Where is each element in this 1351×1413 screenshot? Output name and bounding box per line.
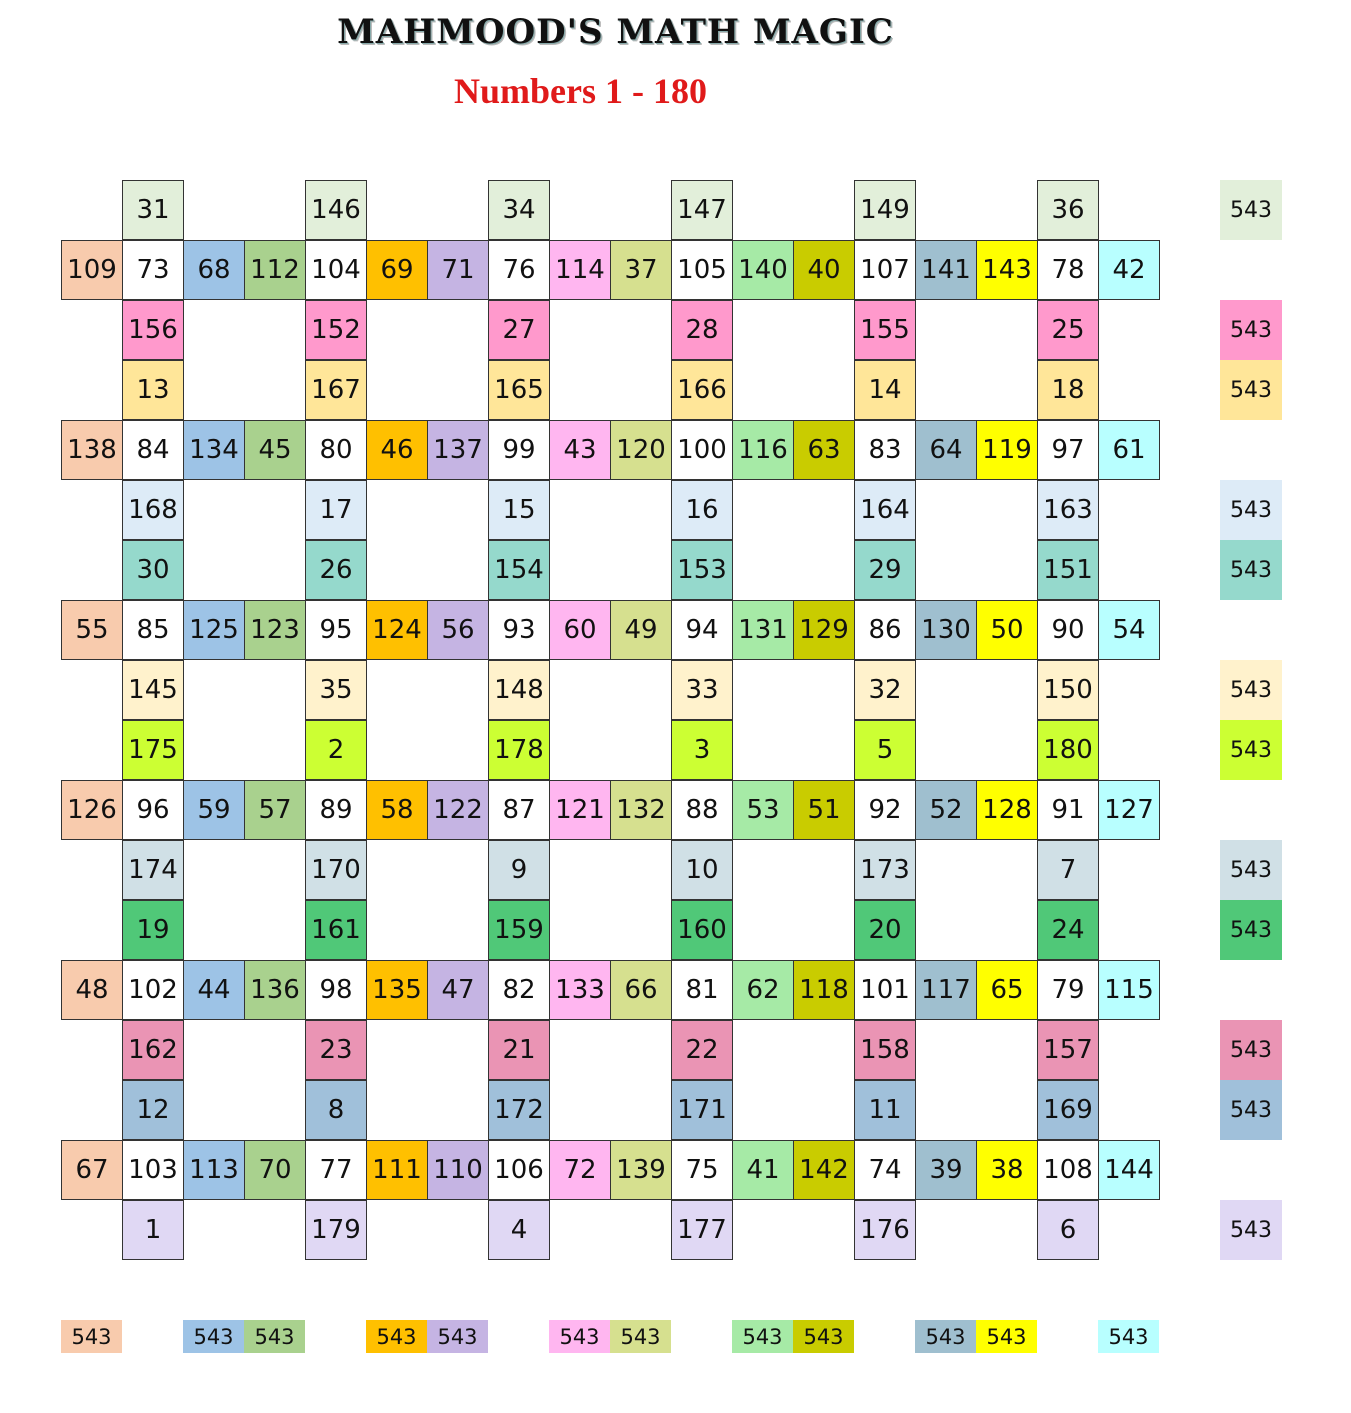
grid-cell: 178 (488, 720, 550, 780)
grid-cell: 117 (915, 960, 977, 1020)
grid-cell: 146 (305, 180, 367, 240)
grid-cell: 5 (854, 720, 916, 780)
grid-cell: 89 (305, 780, 367, 840)
grid-cell: 154 (488, 540, 550, 600)
grid-cell: 59 (183, 780, 245, 840)
grid-cell: 86 (854, 600, 916, 660)
grid-cell: 74 (854, 1140, 916, 1200)
grid-cell: 81 (671, 960, 733, 1020)
row-sum-swatch: 543 (1220, 180, 1282, 240)
grid-cell: 112 (244, 240, 306, 300)
grid-cell: 69 (366, 240, 428, 300)
grid-cell: 36 (1037, 180, 1099, 240)
grid-cell: 129 (793, 600, 855, 660)
grid-cell: 170 (305, 840, 367, 900)
grid-cell: 137 (427, 420, 489, 480)
grid-cell: 72 (549, 1140, 611, 1200)
grid-cell: 8 (305, 1080, 367, 1140)
grid-cell: 61 (1098, 420, 1160, 480)
grid-cell: 140 (732, 240, 794, 300)
grid-cell: 111 (366, 1140, 428, 1200)
grid-cell: 29 (854, 540, 916, 600)
grid-cell: 64 (915, 420, 977, 480)
grid-cell: 85 (122, 600, 184, 660)
grid-cell: 101 (854, 960, 916, 1020)
column-sum-swatch: 543 (183, 1320, 244, 1353)
grid-cell: 37 (610, 240, 672, 300)
grid-cell: 44 (183, 960, 245, 1020)
grid-cell: 50 (976, 600, 1038, 660)
grid-cell: 49 (610, 600, 672, 660)
grid-cell: 6 (1037, 1200, 1099, 1260)
grid-cell: 76 (488, 240, 550, 300)
grid-cell: 31 (122, 180, 184, 240)
grid-cell: 125 (183, 600, 245, 660)
grid-cell: 17 (305, 480, 367, 540)
row-sum-swatch: 543 (1220, 1020, 1282, 1080)
grid-cell: 34 (488, 180, 550, 240)
grid-cell: 9 (488, 840, 550, 900)
grid-cell: 155 (854, 300, 916, 360)
column-sum-swatch: 543 (976, 1320, 1037, 1353)
grid-cell: 30 (122, 540, 184, 600)
grid-cell: 2 (305, 720, 367, 780)
grid-cell: 151 (1037, 540, 1099, 600)
grid-cell: 87 (488, 780, 550, 840)
grid-cell: 39 (915, 1140, 977, 1200)
column-sum-swatch: 543 (244, 1320, 305, 1353)
grid-cell: 134 (183, 420, 245, 480)
grid-cell: 114 (549, 240, 611, 300)
grid-cell: 120 (610, 420, 672, 480)
grid-cell: 46 (366, 420, 428, 480)
column-sum-swatch: 543 (1098, 1320, 1159, 1353)
grid-cell: 164 (854, 480, 916, 540)
grid-cell: 118 (793, 960, 855, 1020)
grid-cell: 102 (122, 960, 184, 1020)
grid-cell: 84 (122, 420, 184, 480)
column-sum-swatch: 543 (793, 1320, 854, 1353)
grid-cell: 33 (671, 660, 733, 720)
grid-cell: 105 (671, 240, 733, 300)
column-sum-swatch: 543 (61, 1320, 122, 1353)
column-sum-swatch: 543 (610, 1320, 671, 1353)
grid-cell: 45 (244, 420, 306, 480)
grid-cell: 160 (671, 900, 733, 960)
grid-cell: 121 (549, 780, 611, 840)
page-subtitle: Numbers 1 - 180 (454, 71, 707, 111)
page-title: MAHMOOD'S MATH MAGIC (337, 12, 894, 52)
grid-cell: 25 (1037, 300, 1099, 360)
grid-cell: 124 (366, 600, 428, 660)
grid-cell: 156 (122, 300, 184, 360)
column-sum-swatch: 543 (732, 1320, 793, 1353)
grid-cell: 66 (610, 960, 672, 1020)
grid-cell: 144 (1098, 1140, 1160, 1200)
row-sum-swatch: 543 (1220, 300, 1282, 360)
grid-cell: 60 (549, 600, 611, 660)
grid-cell: 97 (1037, 420, 1099, 480)
row-sum-swatch: 543 (1220, 360, 1282, 420)
grid-cell: 103 (122, 1140, 184, 1200)
grid-cell: 7 (1037, 840, 1099, 900)
grid-cell: 83 (854, 420, 916, 480)
grid-cell: 139 (610, 1140, 672, 1200)
grid-cell: 152 (305, 300, 367, 360)
row-sum-swatch: 543 (1220, 660, 1282, 720)
grid-cell: 143 (976, 240, 1038, 300)
row-sum-swatch: 543 (1220, 720, 1282, 780)
grid-cell: 91 (1037, 780, 1099, 840)
grid-cell: 58 (366, 780, 428, 840)
grid-cell: 107 (854, 240, 916, 300)
grid-cell: 122 (427, 780, 489, 840)
row-sum-swatch: 543 (1220, 480, 1282, 540)
grid-cell: 24 (1037, 900, 1099, 960)
grid-cell: 12 (122, 1080, 184, 1140)
grid-cell: 173 (854, 840, 916, 900)
grid-cell: 158 (854, 1020, 916, 1080)
grid-cell: 132 (610, 780, 672, 840)
grid-cell: 35 (305, 660, 367, 720)
row-sum-swatch: 543 (1220, 1080, 1282, 1140)
grid-cell: 141 (915, 240, 977, 300)
grid-cell: 65 (976, 960, 1038, 1020)
grid-cell: 174 (122, 840, 184, 900)
grid-cell: 43 (549, 420, 611, 480)
grid-cell: 68 (183, 240, 245, 300)
grid-cell: 1 (122, 1200, 184, 1260)
grid-cell: 15 (488, 480, 550, 540)
grid-cell: 57 (244, 780, 306, 840)
grid-cell: 22 (671, 1020, 733, 1080)
grid-cell: 135 (366, 960, 428, 1020)
grid-cell: 147 (671, 180, 733, 240)
grid-cell: 148 (488, 660, 550, 720)
grid-cell: 163 (1037, 480, 1099, 540)
grid-cell: 23 (305, 1020, 367, 1080)
grid-cell: 71 (427, 240, 489, 300)
grid-cell: 88 (671, 780, 733, 840)
grid-cell: 171 (671, 1080, 733, 1140)
grid-cell: 48 (61, 960, 123, 1020)
grid-cell: 106 (488, 1140, 550, 1200)
grid-cell: 145 (122, 660, 184, 720)
grid-cell: 16 (671, 480, 733, 540)
grid-cell: 172 (488, 1080, 550, 1140)
grid-cell: 18 (1037, 360, 1099, 420)
grid-cell: 82 (488, 960, 550, 1020)
grid-cell: 3 (671, 720, 733, 780)
grid-cell: 177 (671, 1200, 733, 1260)
grid-cell: 73 (122, 240, 184, 300)
grid-cell: 119 (976, 420, 1038, 480)
grid-cell: 138 (61, 420, 123, 480)
grid-cell: 27 (488, 300, 550, 360)
grid-cell: 10 (671, 840, 733, 900)
grid-cell: 110 (427, 1140, 489, 1200)
grid-cell: 80 (305, 420, 367, 480)
grid-cell: 95 (305, 600, 367, 660)
grid-cell: 109 (61, 240, 123, 300)
grid-cell: 93 (488, 600, 550, 660)
grid-cell: 115 (1098, 960, 1160, 1020)
grid-cell: 78 (1037, 240, 1099, 300)
grid-cell: 79 (1037, 960, 1099, 1020)
grid-cell: 180 (1037, 720, 1099, 780)
grid-cell: 131 (732, 600, 794, 660)
grid-cell: 126 (61, 780, 123, 840)
grid-cell: 56 (427, 600, 489, 660)
grid-cell: 32 (854, 660, 916, 720)
grid-cell: 53 (732, 780, 794, 840)
grid-cell: 19 (122, 900, 184, 960)
grid-cell: 167 (305, 360, 367, 420)
row-sum-swatch: 543 (1220, 540, 1282, 600)
grid-cell: 4 (488, 1200, 550, 1260)
grid-cell: 133 (549, 960, 611, 1020)
grid-cell: 90 (1037, 600, 1099, 660)
grid-cell: 176 (854, 1200, 916, 1260)
grid-cell: 13 (122, 360, 184, 420)
column-sum-swatch: 543 (366, 1320, 427, 1353)
grid-cell: 98 (305, 960, 367, 1020)
grid-cell: 175 (122, 720, 184, 780)
grid-cell: 67 (61, 1140, 123, 1200)
grid-cell: 179 (305, 1200, 367, 1260)
row-sum-swatch: 543 (1220, 900, 1282, 960)
grid-cell: 42 (1098, 240, 1160, 300)
grid-cell: 162 (122, 1020, 184, 1080)
grid-cell: 70 (244, 1140, 306, 1200)
grid-cell: 123 (244, 600, 306, 660)
grid-cell: 108 (1037, 1140, 1099, 1200)
column-sum-swatch: 543 (427, 1320, 488, 1353)
grid-cell: 55 (61, 600, 123, 660)
grid-cell: 63 (793, 420, 855, 480)
grid-cell: 77 (305, 1140, 367, 1200)
grid-cell: 157 (1037, 1020, 1099, 1080)
grid-cell: 26 (305, 540, 367, 600)
row-sum-swatch: 543 (1220, 840, 1282, 900)
grid-cell: 52 (915, 780, 977, 840)
grid-cell: 94 (671, 600, 733, 660)
grid-cell: 62 (732, 960, 794, 1020)
grid-cell: 54 (1098, 600, 1160, 660)
grid-cell: 166 (671, 360, 733, 420)
grid-cell: 47 (427, 960, 489, 1020)
grid-cell: 20 (854, 900, 916, 960)
grid-cell: 150 (1037, 660, 1099, 720)
grid-cell: 14 (854, 360, 916, 420)
grid-cell: 161 (305, 900, 367, 960)
grid-cell: 165 (488, 360, 550, 420)
grid-cell: 51 (793, 780, 855, 840)
grid-cell: 142 (793, 1140, 855, 1200)
grid-cell: 104 (305, 240, 367, 300)
grid-cell: 11 (854, 1080, 916, 1140)
grid-cell: 96 (122, 780, 184, 840)
grid-cell: 38 (976, 1140, 1038, 1200)
grid-cell: 75 (671, 1140, 733, 1200)
grid-cell: 127 (1098, 780, 1160, 840)
column-sum-swatch: 543 (549, 1320, 610, 1353)
grid-cell: 21 (488, 1020, 550, 1080)
grid-cell: 149 (854, 180, 916, 240)
grid-cell: 113 (183, 1140, 245, 1200)
grid-cell: 130 (915, 600, 977, 660)
grid-cell: 41 (732, 1140, 794, 1200)
grid-cell: 99 (488, 420, 550, 480)
grid-cell: 136 (244, 960, 306, 1020)
grid-cell: 40 (793, 240, 855, 300)
grid-cell: 92 (854, 780, 916, 840)
grid-cell: 100 (671, 420, 733, 480)
grid-cell: 116 (732, 420, 794, 480)
grid-cell: 28 (671, 300, 733, 360)
row-sum-swatch: 543 (1220, 1200, 1282, 1260)
column-sum-swatch: 543 (915, 1320, 976, 1353)
grid-cell: 128 (976, 780, 1038, 840)
grid-cell: 169 (1037, 1080, 1099, 1140)
grid-cell: 153 (671, 540, 733, 600)
grid-cell: 168 (122, 480, 184, 540)
grid-cell: 159 (488, 900, 550, 960)
